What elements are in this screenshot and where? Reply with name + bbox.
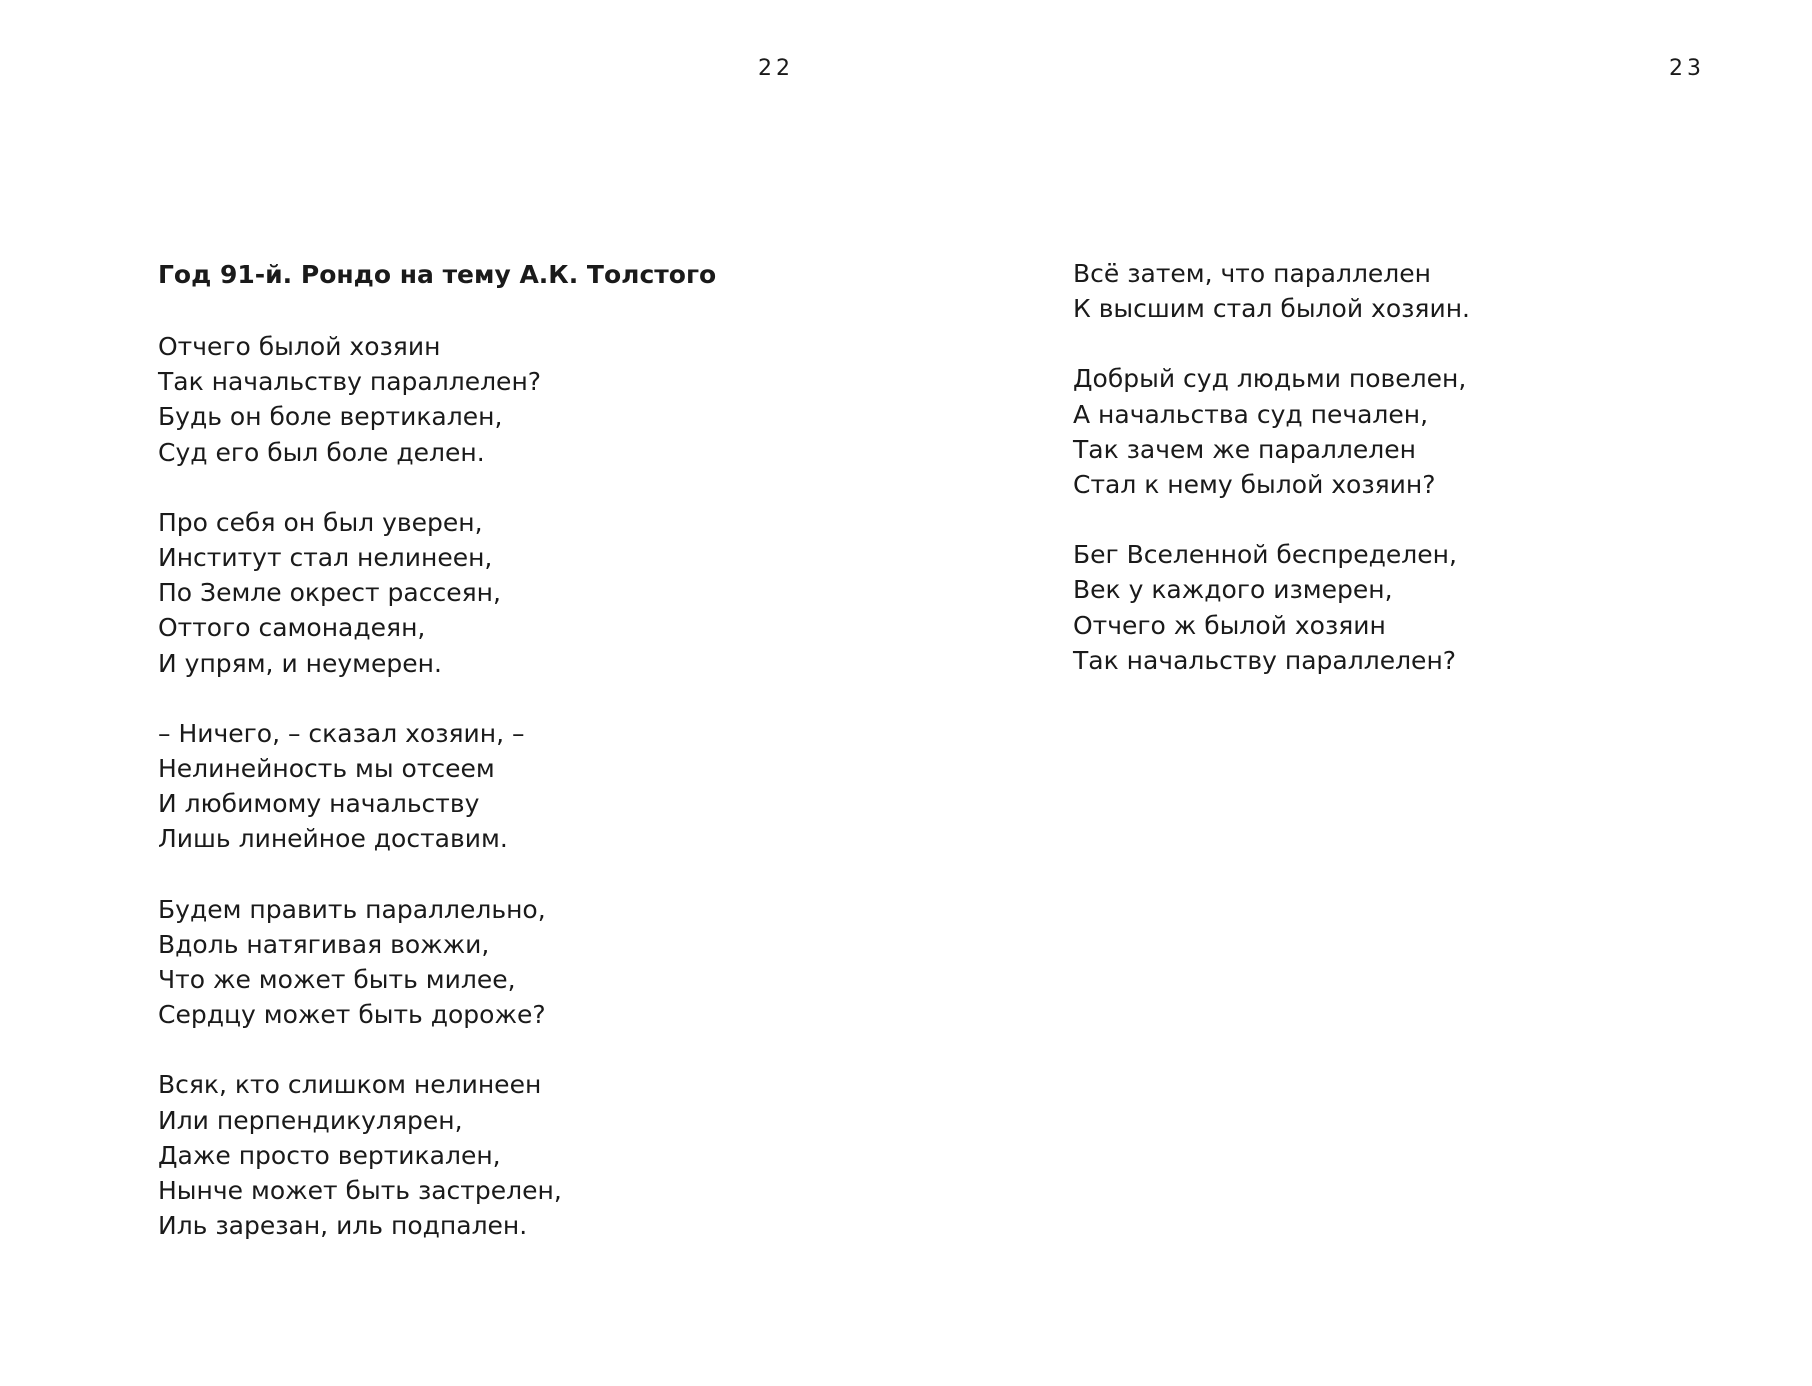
poem-line: Сердцу может быть дороже?	[158, 1000, 546, 1030]
right-page	[906, 0, 1812, 1386]
stanza	[1073, 361, 1470, 502]
poem-line: Век у каждого измерен,	[1073, 575, 1393, 605]
poem-line: А начальства суд печален,	[1073, 399, 1429, 429]
poem-line: Добрый суд людьми повелен,	[1073, 364, 1467, 394]
poem-line: Нынче может быть застрелен,	[158, 1176, 562, 1206]
poem-line: Суд его был боле делен.	[158, 437, 485, 467]
stanza	[158, 505, 562, 681]
poem-line: И упрям, и неумерен.	[158, 648, 442, 678]
stanza	[1073, 537, 1470, 678]
poem-line: Будем править параллельно,	[158, 894, 546, 924]
poem-line: Оттого самонадеян,	[158, 613, 426, 643]
stanza	[158, 716, 562, 857]
poem-line: Что же может быть милее,	[158, 965, 516, 995]
stanza	[158, 1067, 562, 1243]
poem-line: И любимому начальству	[158, 789, 480, 819]
poem-line: Всяк, кто слишком нелинеен	[158, 1070, 542, 1100]
page-number: 22	[758, 56, 794, 81]
poem-line: Отчего былой хозяин	[158, 332, 441, 361]
poem-line: Иль зарезан, иль подпален.	[158, 1211, 528, 1241]
poem-line: Так начальству параллелен?	[1073, 645, 1457, 675]
poem-line: Так начальству параллелен?	[158, 367, 542, 397]
poem-line: Бег Вселенной беспределен,	[1073, 540, 1457, 570]
poem-line: Вдоль натягивая вожжи,	[158, 929, 490, 959]
poem-title: Год 91-й. Рондо на тему А.К. Толстого	[158, 260, 717, 289]
poem-line: Даже просто вертикален,	[158, 1140, 501, 1170]
poem-line: – Ничего, – сказал хозяин, –	[158, 718, 525, 748]
poem-line: По Земле окрест рассеян,	[158, 578, 501, 608]
poem-line: Отчего ж былой хозяин	[1073, 610, 1386, 640]
poem-line: Так зачем же параллелен	[1073, 434, 1416, 464]
poem-line: Лишь линейное доставим.	[158, 824, 508, 854]
poem-line: Нелинейность мы отсеем	[158, 754, 495, 784]
stanza	[158, 892, 562, 1033]
poem-line: Стал к нему былой хозяин?	[1073, 470, 1436, 500]
poem-text-right	[1073, 256, 1470, 713]
poem-line: Про себя он был уверен,	[158, 507, 483, 537]
poem-line: Будь он боле вертикален,	[158, 402, 503, 432]
poem-line: К высшим стал былой хозяин.	[1073, 294, 1470, 324]
poem-line: Институт стал нелинеен,	[158, 543, 493, 573]
poem-text-left	[158, 329, 562, 1278]
page-number: 23	[1669, 56, 1705, 81]
poem-line: Всё затем, что параллелен	[1073, 259, 1432, 288]
stanza	[1073, 256, 1470, 326]
stanza	[158, 329, 562, 470]
poem-line: Или перпендикулярен,	[158, 1105, 463, 1135]
